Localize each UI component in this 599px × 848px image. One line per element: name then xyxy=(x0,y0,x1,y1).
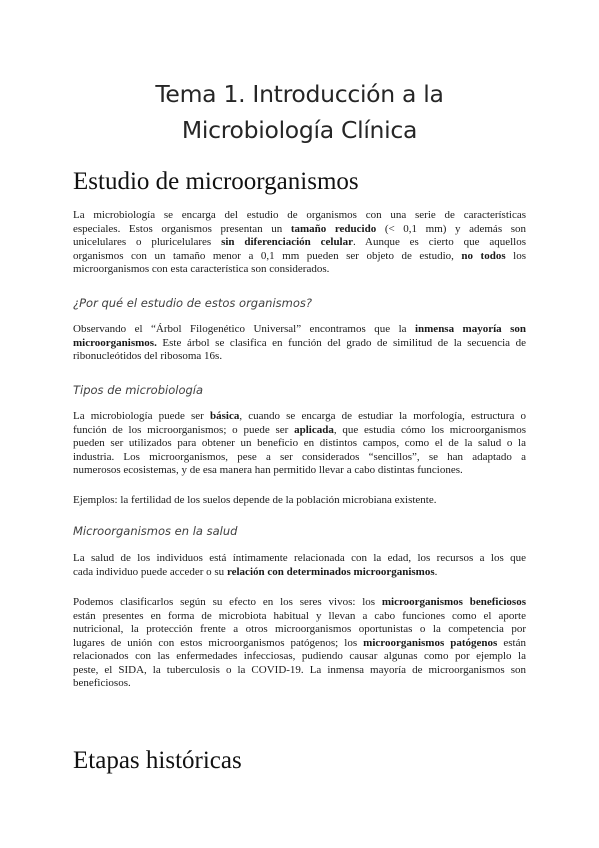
text-line: La microbiología puede ser básica, cuando se encarga de estudiar la morfología, estructura o xyxy=(73,410,526,422)
paragraph-intro xyxy=(73,209,526,277)
text-line: cada individuo puede acceder o su relación con determinados microorganismos. xyxy=(73,565,438,578)
text-line: función de los microorganismos; o puede ser aplicada, que estudia cómo los microorganismos xyxy=(73,423,526,436)
text-line: nutricional, la protección frente a otros microorganismos oportunistas o la competencia por xyxy=(73,623,526,635)
section-heading-etapas: Etapas históricas xyxy=(73,747,242,774)
text-line: Ejemplos: la fertilidad de los suelos depende de la población microbiana existente. xyxy=(73,494,437,506)
text-line: ribonucleótidos del ribosoma 16s. xyxy=(73,350,223,362)
text-line: lugares de unión con estos microorganismos patógenos; los microorganismos patógenos están xyxy=(73,636,526,649)
text-line: La microbiología se encarga del estudio de organismos con una serie de características xyxy=(73,209,526,221)
text-line: microorganismos. Este árbol se clasifica en función del grado de similitud de la secuencia de xyxy=(73,336,526,349)
section-heading-estudio: Estudio de microorganismos xyxy=(73,168,359,195)
text-line: Observando el “Árbol Filogenético Universal” encontramos que la inmensa mayoría son xyxy=(73,323,527,335)
document-title-line-1: Tema 1. Introducción a la xyxy=(155,80,444,108)
document-title-line-2: Microbiología Clínica xyxy=(181,116,418,144)
subheading-tipos: Tipos de microbiología xyxy=(73,383,204,397)
text-line: organismos con un tamaño menor a 0,1 mm pueden ser objeto de estudio, no todos los xyxy=(73,249,526,262)
text-line: numerosos ecosistemas, y de esa manera han permitido llevar a cabo distintas funciones. xyxy=(73,464,463,476)
paragraph-clasificacion xyxy=(73,596,526,691)
text-line: pueden ser utilizados para obtener un beneficio en distintos campos, como el de la salud o la xyxy=(73,437,526,449)
paragraph-ejemplos xyxy=(73,494,526,508)
text-line: relacionados con las enfermedades infecciosas, pudiendo causar algunas como por ejemplo la xyxy=(73,650,526,662)
subheading-salud: Microorganismos en la salud xyxy=(73,524,238,538)
text-line: microorganismos con esta característica son considerados. xyxy=(73,263,330,275)
text-line: unicelulares o pluricelulares sin diferenciación celular. Aunque es cierto que aquellos xyxy=(73,236,526,248)
text-line: La salud de los individuos está íntimamente relacionada con la edad, los recursos a los que xyxy=(73,552,526,564)
text-line: están presentes en forma de microbiota habitual y llevan a cabo funciones como el aporte xyxy=(73,609,526,622)
text-line: peste, el SIDA, la tuberculosis o la COVID-19. La inmensa mayoría de microorganismos son xyxy=(73,663,526,676)
paragraph-salud xyxy=(73,552,526,579)
text-line: industria. Los microorganismos, pese a ser considerados “sencillos”, se han adaptado a xyxy=(73,450,526,463)
paragraph-arbol xyxy=(73,323,526,364)
text-line: Podemos clasificarlos según su efecto en los seres vivos: los microorganismos beneficiosos xyxy=(73,596,526,608)
paragraph-tipos xyxy=(73,410,526,478)
text-line: beneficiosos. xyxy=(73,677,131,689)
subheading-por-que: ¿Por qué el estudio de estos organismos? xyxy=(73,296,312,310)
text-line: especiales. Estos organismos presentan un tamaño reducido (< 0,1 mm) y además son xyxy=(73,222,526,235)
